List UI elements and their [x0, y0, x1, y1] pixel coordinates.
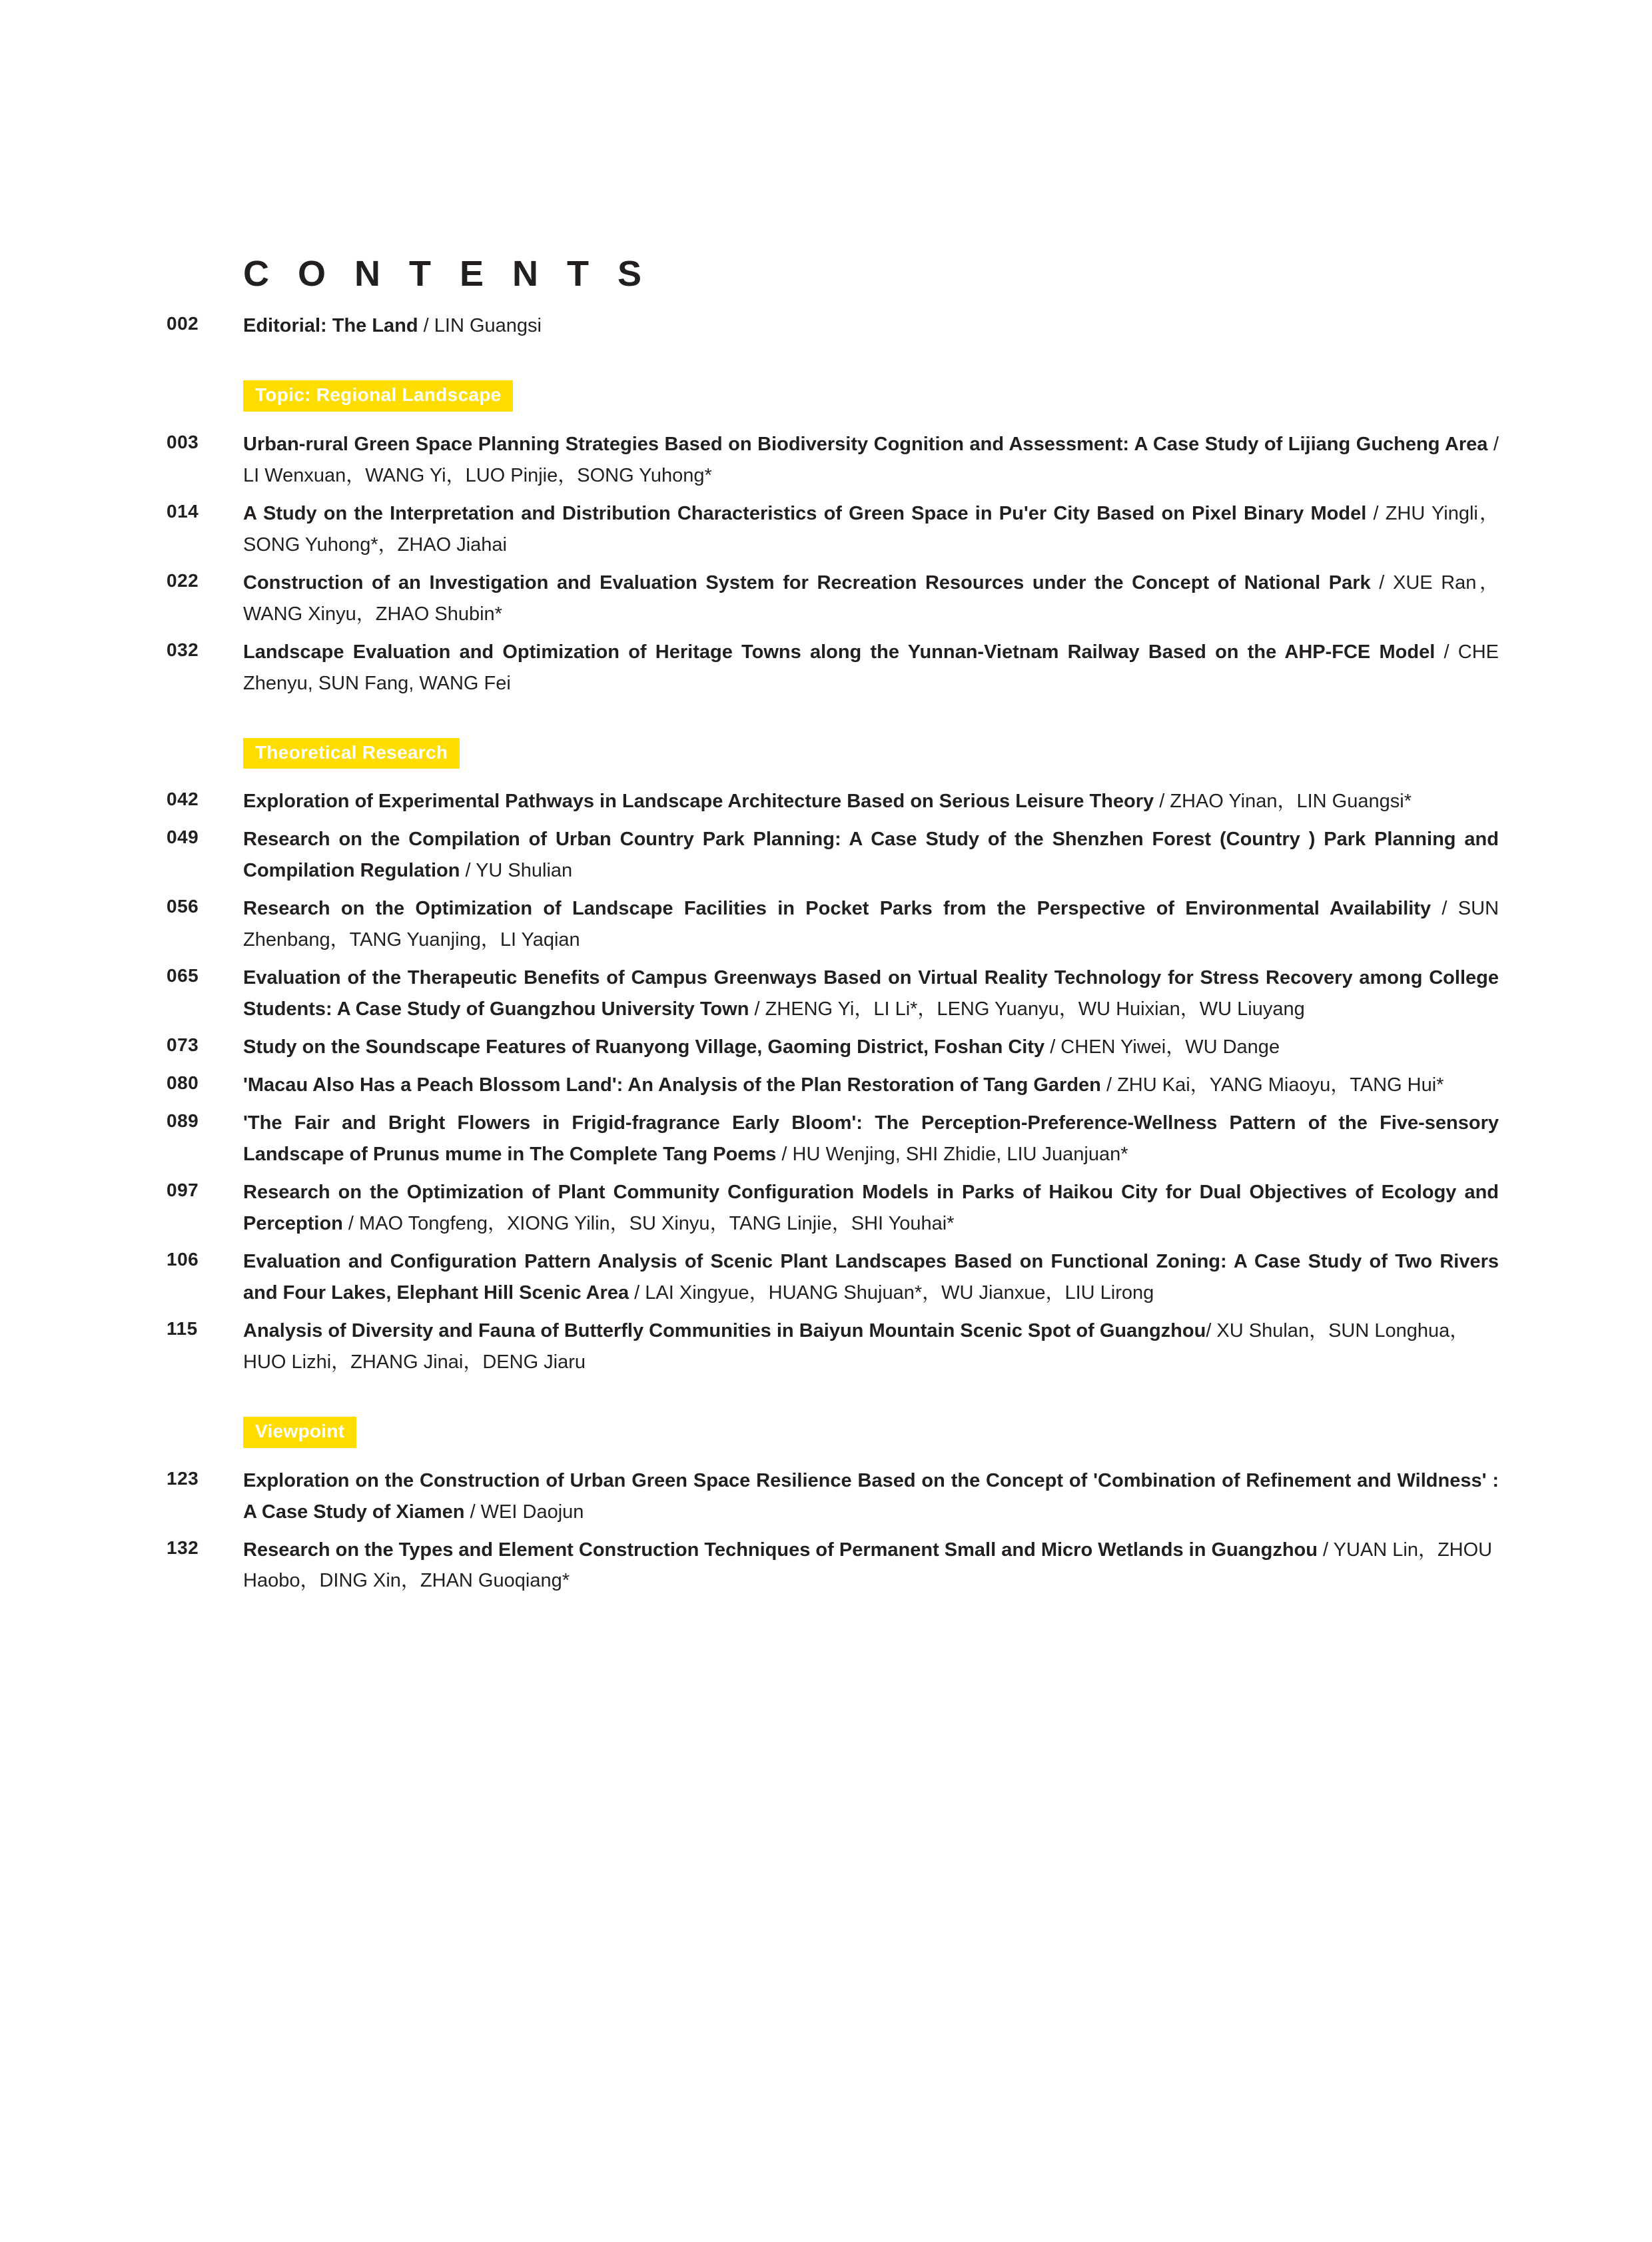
toc-page-number: 089 — [167, 1110, 199, 1132]
toc-entry[interactable] — [167, 1535, 1499, 1597]
toc-entry-title: Research on the Optimization of Landscape Facilities in Pocket Parks from the Perspective of Environmental Availability — [243, 898, 1432, 920]
contents-container — [167, 253, 1499, 1603]
toc-entry-authors: / SUN Zhenbang，TANG Yuanjing，LI Yaqian — [243, 898, 1499, 951]
toc-entry-authors: / LIN Guangsi — [418, 315, 542, 336]
toc-entry-text — [243, 893, 1499, 956]
toc-entry-authors: / ZHAO Yinan，LIN Guangsi* — [1154, 791, 1412, 813]
toc-entry-authors: / WEI Daojun — [464, 1501, 584, 1523]
toc-entry-title: A Study on the Interpretation and Distribution Characteristics of Green Space in Pu'er City Based on Pixel Binary Model — [243, 502, 1367, 524]
toc-entry[interactable] — [167, 962, 1499, 1025]
toc-entry[interactable] — [167, 498, 1499, 561]
toc-entry-text — [243, 786, 1499, 817]
toc-entry-text — [243, 1070, 1499, 1101]
section-header-topic-regional-landscape — [243, 380, 1499, 412]
toc-entry[interactable] — [167, 1070, 1499, 1101]
toc-entry-title: Research on the Types and Element Construction Techniques of Permanent Small and Micro Wetlands in Guangzhou — [243, 1539, 1318, 1561]
toc-entry[interactable] — [167, 893, 1499, 956]
toc-entry-title-pre: 'The Fair and Bright Flowers in Frigid-fragrance Early Bloom': The Perception-Preference-Wellness Pattern of the Five-sensory Landscape of — [243, 1112, 1499, 1165]
toc-entry-text — [243, 962, 1499, 1025]
section-label: Theoretical Research — [243, 738, 460, 769]
toc-entry-authors: / CHEN Yiwei，WU Dange — [1044, 1036, 1280, 1058]
toc-entry[interactable] — [167, 1108, 1499, 1170]
toc-entry[interactable] — [167, 1315, 1499, 1378]
toc-entry-title-italic-2: The Complete Tang Poems — [530, 1144, 777, 1165]
toc-entry-title: Evaluation of the Therapeutic Benefits of Campus Greenways Based on Virtual Reality Technology for Stress Recovery among College Students: A Case Study of Guangzhou University Town — [243, 967, 1499, 1020]
toc-page-number: 080 — [167, 1072, 199, 1094]
toc-entry-title-mid: in — [502, 1144, 530, 1165]
toc-entry[interactable] — [167, 824, 1499, 887]
toc-entry-title: Study on the Soundscape Features of Ruanyong Village, Gaoming District, Foshan City — [243, 1036, 1045, 1058]
toc-entry-title-italic: Shenzhen Forest (Country ) Park Planning and Compilation Regulation — [243, 829, 1499, 882]
toc-entry-title: Exploration of Experimental Pathways in Landscape Architecture Based on Serious Leisure Theory — [243, 791, 1154, 813]
toc-page-number: 123 — [167, 1467, 199, 1489]
toc-entry-text — [243, 567, 1499, 630]
toc-entry-editorial[interactable] — [167, 310, 1499, 342]
toc-entry-text — [243, 429, 1499, 492]
toc-entry-text — [243, 498, 1499, 561]
toc-page-number: 073 — [167, 1034, 199, 1056]
toc-entry-title-italic: Prunus mume — [373, 1144, 502, 1165]
toc-page-number: 056 — [167, 896, 199, 917]
toc-entry-authors: / MAO Tongfeng，XIONG Yilin，SU Xinyu，TANG Linjie，SHI Youhai* — [342, 1212, 955, 1234]
section-label: Viewpoint — [243, 1417, 356, 1448]
toc-entry-authors: / LAI Xingyue，HUANG Shujuan*，WU Jianxue，LIU Lirong — [629, 1282, 1154, 1304]
toc-page-number: 097 — [167, 1179, 199, 1200]
toc-entry[interactable] — [167, 1465, 1499, 1528]
toc-entry-text — [243, 1177, 1499, 1240]
toc-entry-text — [243, 1465, 1499, 1528]
toc-entry-authors: / HU Wenjing, SHI Zhidie, LIU Juanjuan* — [776, 1144, 1128, 1165]
toc-entry-text — [243, 1108, 1499, 1170]
toc-entry-text — [243, 824, 1499, 887]
toc-entry-title: Research on the Optimization of Plant Community Configuration Models in Parks of Haikou City for Dual Objectives of Ecology and Perception — [243, 1181, 1499, 1234]
toc-entry-authors: / LI Wenxuan，WANG Yi，LUO Pinjie，SONG Yuhong* — [243, 433, 1499, 486]
toc-entry[interactable] — [167, 567, 1499, 630]
toc-entry-title: Analysis of Diversity and Fauna of Butterfly Communities in Baiyun Mountain Scenic Spot of Guangzhou — [243, 1319, 1206, 1341]
toc-entry[interactable] — [167, 1177, 1499, 1240]
toc-entry-title: 'Macau Also Has a Peach Blossom Land': An Analysis of the Plan Restoration of Tang Garden — [243, 1074, 1101, 1096]
toc-entry[interactable] — [167, 1032, 1499, 1063]
toc-page-number: 042 — [167, 789, 199, 810]
page-title: C O N T E N T S — [243, 254, 651, 294]
section-label: Topic: Regional Landscape — [243, 380, 513, 412]
toc-entry-authors: / ZHENG Yi，LI Li*，LENG Yuanyu，WU Huixian，WU Liuyang — [749, 998, 1305, 1020]
toc-page-number: 132 — [167, 1537, 199, 1558]
toc-entry-title: Evaluation and Configuration Pattern Analysis of Scenic Plant Landscapes Based on Functional Zoning: A Case Study of Two Rivers and Four Lakes, Elephant Hill Scenic Area — [243, 1250, 1499, 1304]
toc-entry-text — [243, 1032, 1499, 1063]
toc-entry-title: Urban-rural Green Space Planning Strategies Based on Biodiversity Cognition and Assessment: A Case Study of Lijiang Gucheng Area — [243, 433, 1488, 455]
toc-entry-text — [243, 637, 1499, 699]
toc-page-number: 002 — [167, 313, 199, 334]
toc-entry-authors: / ZHU Kai，YANG Miaoyu，TANG Hui* — [1100, 1074, 1444, 1096]
toc-entry[interactable] — [167, 429, 1499, 492]
toc-page-number: 003 — [167, 431, 199, 452]
toc-entry-title: Exploration on the Construction of Urban Green Space Resilience Based on the Concept of 'Combination of Refinement and Wildness' : A Case Study of Xiamen — [243, 1469, 1499, 1523]
toc-page-number: 014 — [167, 500, 199, 522]
toc-entry-text — [243, 310, 1499, 342]
toc-entry-text — [243, 1315, 1499, 1378]
toc-page-number: 032 — [167, 639, 199, 660]
toc-page-number: 115 — [167, 1317, 198, 1339]
toc-page-number: 049 — [167, 827, 199, 848]
toc-entry-authors: / XUE Ran，WANG Xinyu，ZHAO Shubin* — [243, 571, 1499, 625]
toc-entry[interactable] — [167, 786, 1499, 817]
toc-entry-title: Landscape Evaluation and Optimization of Heritage Towns along the Yunnan-Vietnam Railway Based on the AHP-FCE Model — [243, 641, 1436, 663]
section-header-viewpoint — [243, 1417, 1499, 1448]
toc-entry-title: Construction of an Investigation and Evaluation System for Recreation Resources under the Concept of National Park — [243, 571, 1371, 593]
toc-entry-authors: / XU Shulan，SUN Longhua，HUO Lizhi，ZHANG Jinai，DENG Jiaru — [243, 1319, 1469, 1373]
toc-page-number: 065 — [167, 965, 199, 986]
toc-entry-authors: / YU Shulian — [460, 860, 573, 882]
toc-entry-authors: / CHE Zhenyu, SUN Fang, WANG Fei — [243, 641, 1499, 694]
section-header-theoretical-research — [243, 738, 1499, 769]
toc-entry-text — [243, 1246, 1499, 1309]
toc-entry[interactable] — [167, 637, 1499, 699]
toc-page-number: 106 — [167, 1248, 199, 1270]
toc-entry-authors: / ZHU Yingli，SONG Yuhong*，ZHAO Jiahai — [243, 502, 1499, 556]
toc-entry-title: Editorial: The Land — [243, 315, 418, 336]
toc-entry[interactable] — [167, 1246, 1499, 1309]
toc-page-number: 022 — [167, 569, 199, 591]
toc-entry-text — [243, 1535, 1499, 1597]
toc-entry-title-pre: Research on the Compilation of Urban Country Park Planning: A Case Study of the — [243, 829, 1052, 851]
toc-entry-authors: / YUAN Lin，ZHOU Haobo，DING Xin，ZHAN Guoqiang* — [243, 1539, 1493, 1592]
